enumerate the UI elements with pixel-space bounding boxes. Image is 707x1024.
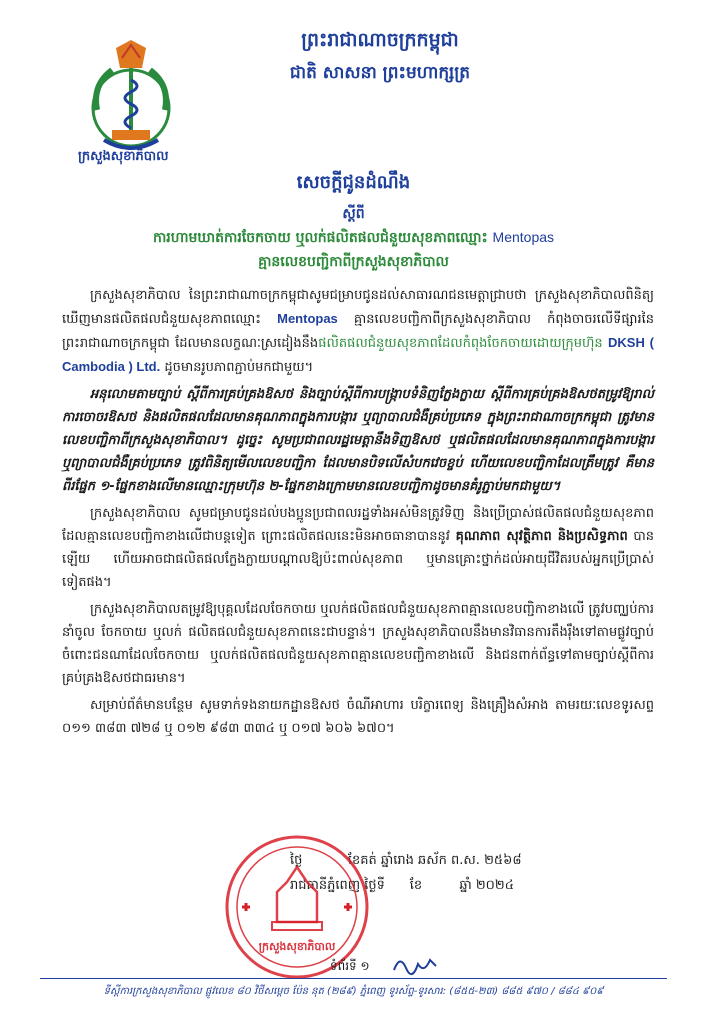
notice-body (62, 284, 654, 744)
subject-line-2: គ្មានលេខបញ្ជិកាពីក្រសួងសុខាភិបាល (258, 254, 449, 270)
p1-highlight: ផលិតផលជំនួយសុខភាពដែលកំពុងចែកចាយដោយក្រុមហ៊ុន (318, 336, 603, 351)
p3-bold: គុណភាព សុវត្ថិភាព និងប្រសិទ្ធភាព (455, 529, 628, 544)
p1-company: DKSH ( Cambodia ) Ltd. (62, 335, 654, 374)
lunar-prefix: ថ្ងៃ (290, 853, 303, 868)
p3-text-b: បានឡើយ ហើយអាចជាផលិតផលក្លែងក្លាយបណ្តាលឱ្យប៉ះពាល់សុខភាព ឬមានគ្រោះថ្នាក់ដល់អាយុជីវិតរបស់អ្នកប្រើប្រាស់ទៀតផង។ (62, 529, 654, 590)
lunar-rest: ខែគត់ ឆ្នាំរោង ឆស័ក ព.ស. ២៥៦៨ (347, 853, 522, 868)
p3-text-a: ក្រសួងសុខាភិបាល សូមជម្រាបជូនដល់បងប្អូនប្រជាពលរដ្ឋទាំងអស់មិនត្រូវទិញ និងប្រើប្រាស់ផលិតផលជំនួយសុខភាពដែលគ្មានលេខបញ្ជិកាខាងលើជាបន្តទៀត ព្រោះផលិតផលនេះមិនអាចធានាបាននូវ (62, 506, 654, 544)
stamp-text: ក្រសួងសុខាភិបាល (258, 940, 336, 953)
subject-product: Mentopas (492, 229, 555, 245)
paragraph-4: ក្រសួងសុខាភិបាលតម្រូវឱ្យបុគ្គលដែលចែកចាយ ឬលក់ផលិតផលជំនួយសុខភាពគ្មានលេខបញ្ជិកាខាងលើ ត្រូវបញ្ឈប់ការនាំចូល ចែកចាយ ឬលក់ ផលិតផលជំនួយសុខភាពនេះជាបន្ទាន់។ ក្រសួងសុខាភិបាលនឹងមានវិធានការតឹងរ៉ឹងទៅតាមផ្លូវច្បាប់ចំពោះជនណាដែលចែកចាយ ឬលក់ផលិតផលជំនួយសុខភាពគ្មានលេខបញ្ជិកាខាងលើ និងជនពាក់ព័ន្ធទៅតាមច្បាប់ស្តីពីការគ្រប់គ្រងឱសថជាធរមាន។ (62, 602, 655, 686)
p1-text-b: គ្មានលេខបញ្ជិកាពីក្រសួងសុខាភិបាល កំពុងចាចរលើទីផ្សារនៃព្រះរាជាណាចក្រកម្ពុជា ដែលមានលក្ខណៈស្រដៀងនឹង (62, 312, 654, 351)
p1-product: Mentopas (277, 311, 338, 326)
subject-text: ការហាមឃាត់ការចែកចាយ ឬលក់ផលិតផលជំនួយសុខភាពឈ្មោះ (152, 230, 488, 246)
subject-line (20, 228, 687, 249)
signature-mark (390, 950, 440, 980)
ministry-logo (72, 40, 190, 160)
ministry-name: ក្រសួងសុខាភិបាល (78, 149, 169, 164)
national-motto: ជាតិ សាសនា ព្រះមហាក្សត្រ (289, 63, 471, 83)
solar-month: ខែ (409, 878, 423, 893)
footer-divider (40, 978, 667, 979)
paragraph-1 (62, 284, 654, 379)
about-label: ស្តីពី (342, 206, 365, 222)
paragraph-3 (62, 502, 654, 594)
footer-address: ទីស្តីការក្រសួងសុខាភិបាល ផ្លូវលេខ ៨០ វិថីសម្តេច ប៉ែន នុត (២៨៩) ភ្នំពេញ ទូរស័ព្ទ-ទូរសារ: (៨៥៥-២៣) ៨៨៥ ៩៧០ / ៨៨៤ ៩០៩ (103, 986, 604, 997)
paragraph-5: សម្រាប់ព័ត៌មានបន្ថែម សូមទាក់ទងនាយកដ្ឋានឱសថ ចំណីអាហារ បរិក្ខារពេទ្យ និងគ្រឿងសំអាង តាមរយៈលេខទូរសព្ទ ០១១ ៣៨៣ ៧២៨ ឬ ០១២ ៩៨៣ ៣៣៤ ឬ ០១៧ ៦០៦ ៦៧០។ (62, 698, 654, 736)
signature (390, 950, 440, 980)
ministry-logo-icon (72, 40, 190, 160)
page-title: សេចក្តីជូនដំណឹង (296, 172, 411, 193)
kingdom-title: ព្រះរាជាណាចក្រកម្ពុជា (301, 29, 459, 51)
p1-text-a: ក្រសួងសុខាភិបាល នៃព្រះរាជាណាចក្រកម្ពុជាសូមជម្រាបជូនដល់សាធារណជនមេត្តាជ្រាបថា ក្រសួងសុខាភិបាលពិនិត្យឃើញមានផលិតផលជំនួយសុខភាពឈ្មោះ (62, 288, 654, 327)
paragraph-2: អនុលោមតាមច្បាប់ ស្តីពីការគ្រប់គ្រងឱសថ និងច្បាប់ស្តីពីការបង្ក្រាបទំនិញក្លែងក្លាយ ស្តីពីការគ្រប់គ្រងឱសថតម្រូវឱ្យរាល់ការចោចរឱសថ និងផលិតផលដែលមានគុណភាពក្នុងការបង្ការ ឬព្យាបាលជំងឺគ្រប់ប្រភេទ ក្នុងព្រះរាជាណាចក្រកម្ពុជា ត្រូវមានលេខបញ្ជិកាពីក្រសួងសុខាភិបាល។ ដូច្នេះ សូមប្រជាពលរដ្ឋមេត្តានឹងទិញឱសថ ឬផលិតផលដែលមានគុណភាពក្នុងការបង្ការ ឬព្យាបាលជំងឺគ្រប់ប្រភេទ ត្រូវពិនិត្យមើលលេខបញ្ជិកា ដែលមានបិទលើសំបកវេចខ្ចប់ ហើយលេខបញ្ជិកាដែលត្រឹមត្រូវ គឺមានពីរផ្នែក ១-ផ្នែកខាងលើមានឈ្មោះក្រុមហ៊ុន ២-ផ្នែកខាងក្រោមមានលេខបញ្ជិកាដូចមានគំរូភ្ជាប់មកជាមួយ។ (62, 387, 654, 494)
p1-text-c: ដូចមានរូបភាពភ្ជាប់មកជាមួយ។ (164, 360, 314, 375)
solar-year: ឆ្នាំ ២០២៤ (459, 878, 514, 893)
page-number: ទំព័រទី ១ (330, 959, 370, 973)
solar-prefix: រាជធានីភ្នំពេញ ថ្ងៃទី (290, 878, 385, 893)
